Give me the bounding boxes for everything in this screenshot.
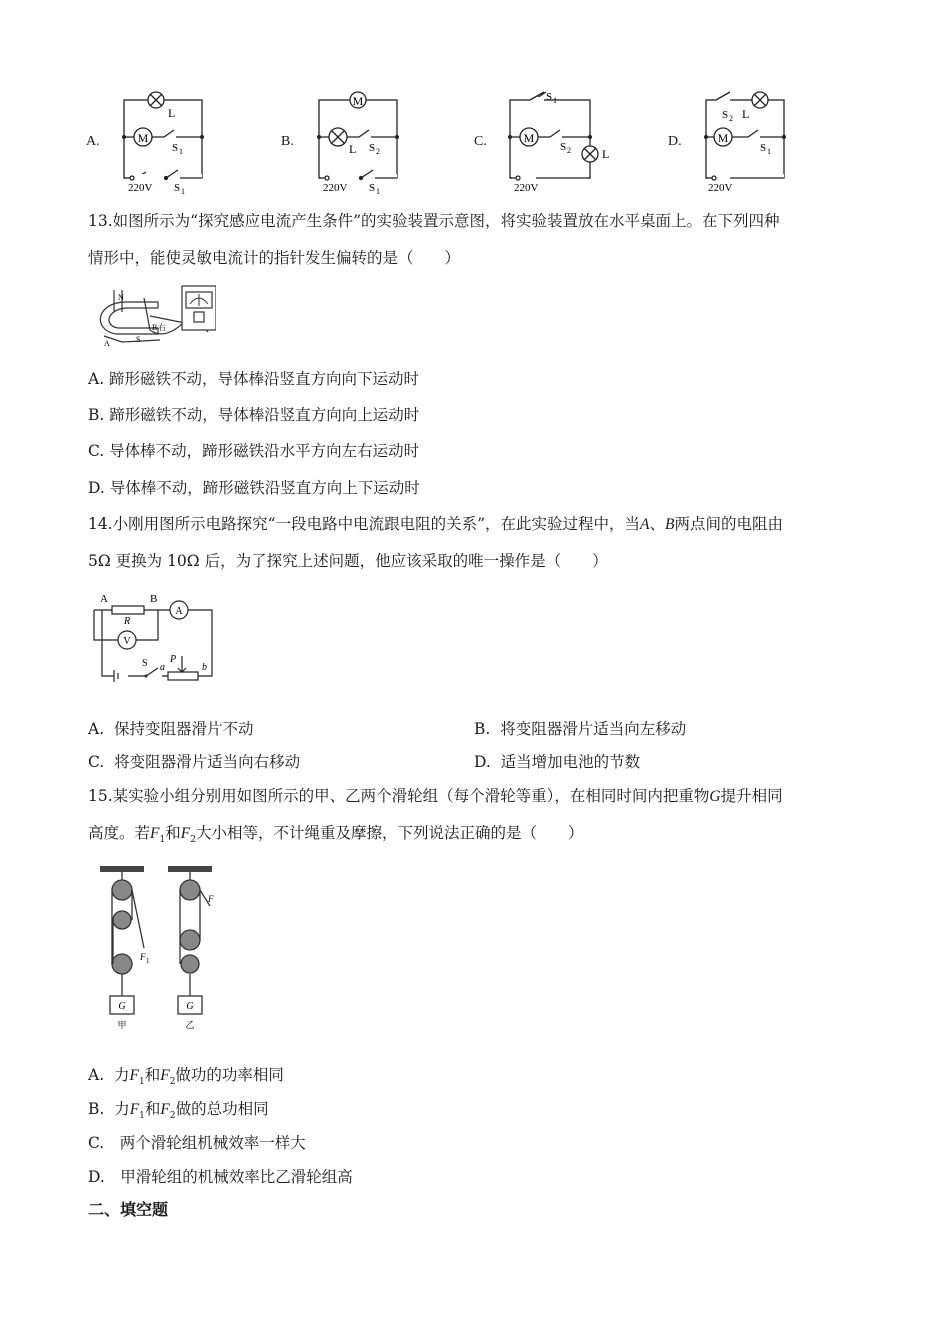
motor-symbol: M	[352, 94, 364, 108]
svg-text:B: B	[150, 593, 158, 605]
q15-stem-line2: 高度。若$F_1$和$F_2$大小相等，不计绳重及摩擦，下列说法正确的是（ ）	[88, 824, 584, 846]
q15-option-a[interactable]: A. 力$F_1$和$F_2$做功的功率相同	[88, 1066, 284, 1088]
q14-option-a[interactable]: A. 保持变阻器滑片不动	[88, 720, 254, 738]
switch-label: S	[546, 91, 553, 103]
lamp-label: L	[349, 142, 357, 156]
svg-text:乙: 乙	[185, 1020, 195, 1030]
lamp-label: L	[602, 147, 610, 161]
svg-text:S: S	[142, 658, 148, 669]
q13-stem-line1: 13.如图所示为“探究感应电流产生条件”的实验装置示意图，将实验装置放在水平桌面上。在下列四种	[88, 212, 780, 230]
voltage-label: 220V	[514, 182, 539, 194]
svg-text:P: P	[170, 654, 177, 665]
svg-text:1: 1	[376, 187, 380, 196]
svg-text:G: G	[118, 1001, 126, 1012]
lamp-label: L	[742, 107, 750, 121]
q15-option-c[interactable]: C. 两个滑轮组机械效率一样大	[88, 1134, 306, 1152]
q14-option-b[interactable]: B. 将变阻器滑片适当向左移动	[474, 720, 687, 738]
q12-option-label: C.	[474, 134, 487, 149]
svg-text:1: 1	[553, 96, 557, 105]
q14-stem-line2: 5Ω 更换为 10Ω 后，为了探究上述问题，他应该采取的唯一操作是（ ）	[88, 552, 608, 570]
q14-option-c[interactable]: C. 将变阻器滑片适当向右移动	[88, 753, 301, 771]
switch-label: S	[369, 142, 376, 154]
svg-text:V: V	[123, 636, 131, 647]
q12-circuit-b	[281, 88, 411, 198]
q14-figure	[86, 590, 218, 686]
svg-text:N: N	[118, 293, 124, 302]
q15-option-b[interactable]: B. 力$F_1$和$F_2$做的总功相同	[88, 1100, 269, 1122]
q12-option-label: B.	[281, 134, 294, 149]
switch-label: S	[369, 182, 376, 194]
svg-text:S: S	[136, 335, 141, 344]
svg-text:b: b	[202, 662, 207, 673]
svg-text:F: F	[208, 894, 214, 904]
svg-text:B: B	[152, 323, 158, 332]
svg-text:1: 1	[767, 147, 771, 156]
voltage-label: 220V	[128, 182, 153, 194]
circuit-diagram	[668, 88, 798, 198]
svg-text:1: 1	[146, 957, 150, 965]
switch-label: S	[560, 141, 567, 153]
svg-text:A: A	[100, 593, 108, 605]
svg-text:2: 2	[729, 114, 733, 123]
q13-option-d[interactable]: D. 导体棒不动，蹄形磁铁沿竖直方向上下运动时	[88, 479, 420, 497]
q15-stem-line1: 15.某实验小组分别用如图所示的甲、乙两个滑轮组（每个滑轮等重），在相同时间内把重物G提升相同	[88, 787, 783, 805]
q14-stem-line1: 14.小刚用图所示电路探究“一段电路中电流跟电阻的关系”，在此实验过程中，当A、B两点间的电阻由	[88, 515, 783, 533]
circuit-diagram	[86, 88, 216, 198]
q12-option-label: A.	[86, 134, 100, 149]
voltage-label: 220V	[708, 182, 733, 194]
motor-symbol: M	[137, 131, 149, 145]
q13-figure	[86, 282, 216, 352]
svg-text:1: 1	[181, 187, 185, 196]
svg-text:1: 1	[179, 147, 183, 156]
svg-text:a: a	[160, 662, 165, 673]
circuit-diagram	[474, 88, 614, 198]
svg-text:2: 2	[567, 146, 571, 155]
switch-label: S	[722, 109, 729, 121]
svg-text:F: F	[140, 952, 146, 962]
svg-text:A: A	[175, 606, 183, 617]
q13-option-c[interactable]: C. 导体棒不动，蹄形磁铁沿水平方向左右运动时	[88, 442, 420, 460]
q13-option-a[interactable]: A. 蹄形磁铁不动，导体棒沿竖直方向向下运动时	[88, 370, 420, 388]
switch-label: S	[760, 142, 767, 154]
motor-symbol: M	[717, 131, 729, 145]
svg-text:甲: 甲	[117, 1020, 127, 1030]
q14-option-d[interactable]: D. 适当增加电池的节数	[474, 753, 641, 771]
switch-label: S	[174, 182, 181, 194]
q13-stem-line2: 情形中，能使灵敏电流计的指针发生偏转的是（ ）	[88, 249, 461, 267]
q12-circuit-d	[668, 88, 798, 198]
q13-option-b[interactable]: B. 蹄形磁铁不动，导体棒沿竖直方向向上运动时	[88, 406, 420, 424]
lamp-label: L	[168, 106, 176, 120]
motor-symbol: M	[523, 131, 535, 145]
switch-label: S	[172, 142, 179, 154]
q12-option-label: D.	[668, 134, 682, 149]
svg-text:G: G	[186, 1001, 194, 1012]
q12-circuit-c	[474, 88, 614, 198]
svg-text:右: 右	[158, 323, 166, 332]
svg-text:A: A	[104, 339, 110, 348]
section-heading: 二、填空题	[88, 1200, 169, 1219]
circuit-diagram	[281, 88, 411, 198]
q15-figure	[96, 864, 226, 1034]
svg-text:R: R	[124, 616, 131, 627]
q15-option-d[interactable]: D. 甲滑轮组的机械效率比乙滑轮组高	[88, 1168, 353, 1186]
svg-text:2: 2	[376, 147, 380, 156]
voltage-label: 220V	[323, 182, 348, 194]
q12-circuit-a	[86, 88, 216, 198]
